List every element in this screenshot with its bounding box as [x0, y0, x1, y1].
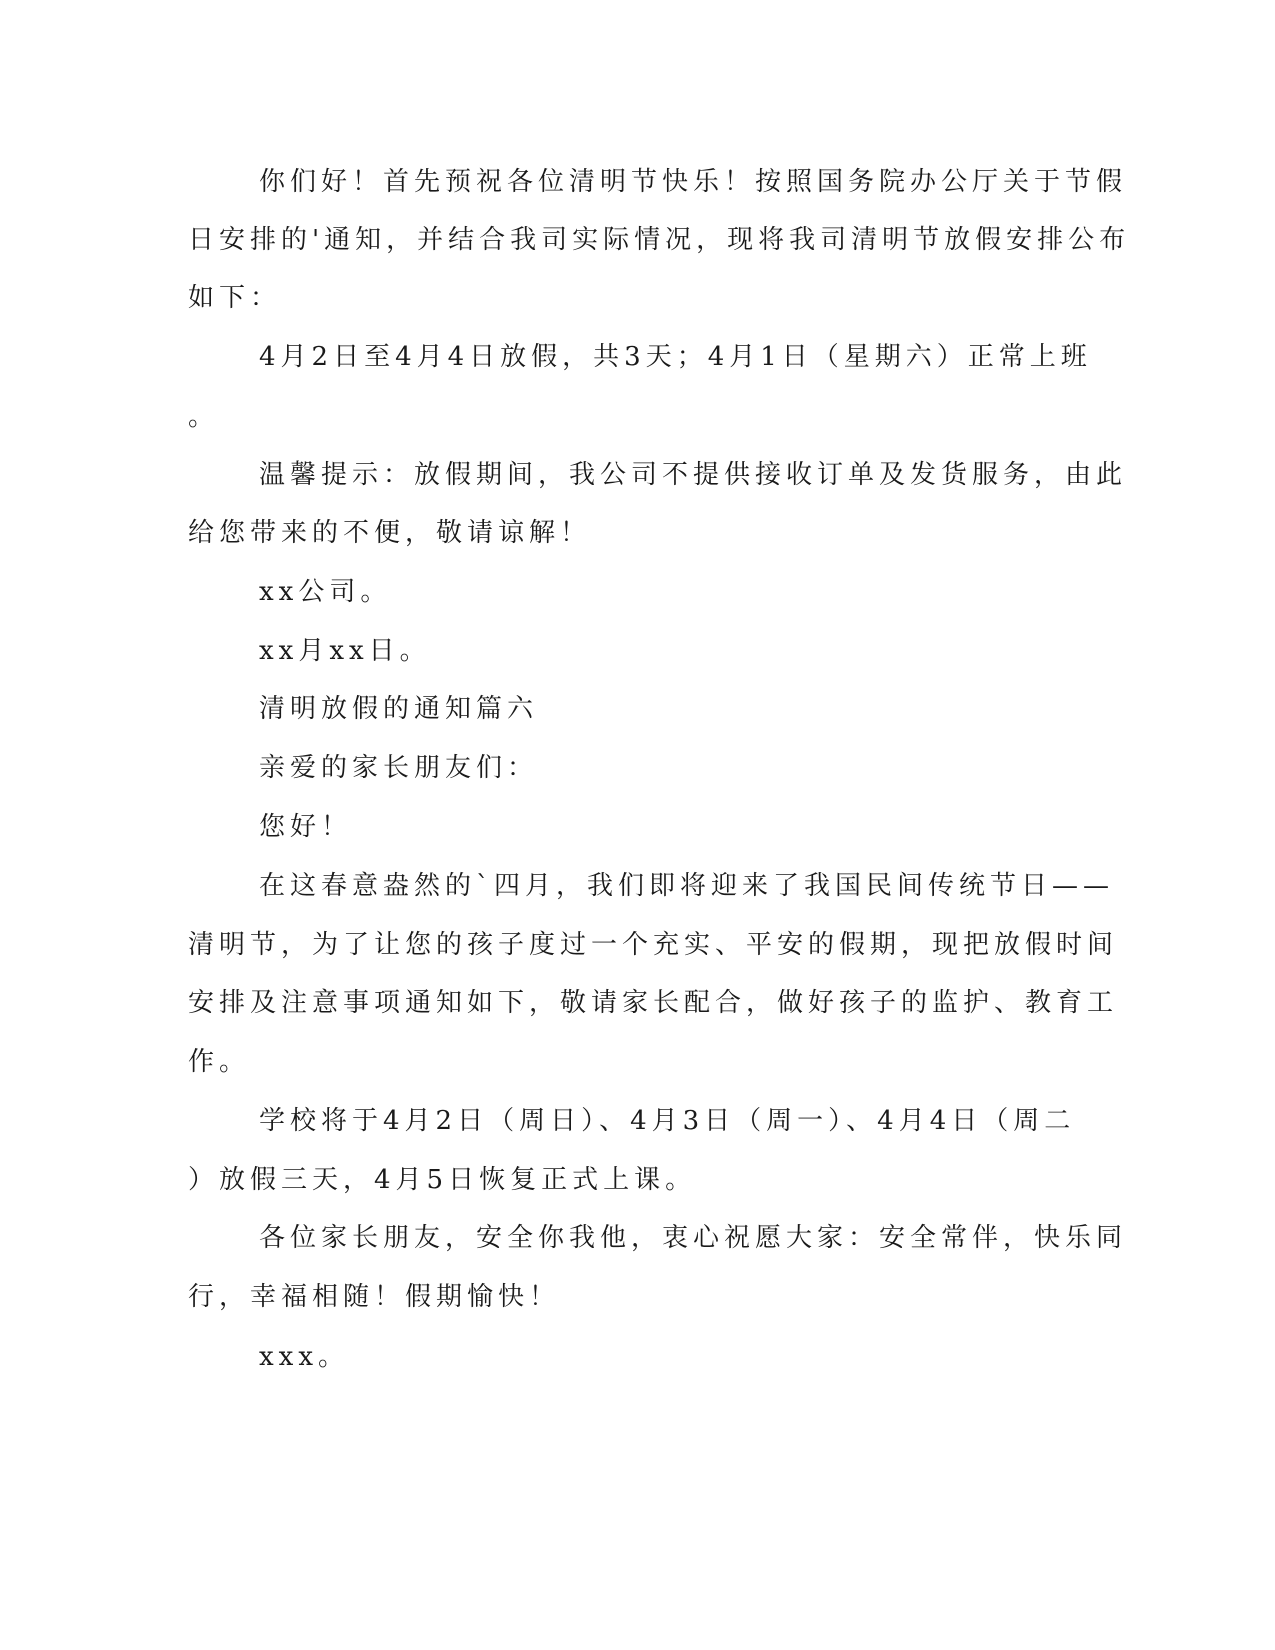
text-line: 4月2日至4月4日放假，共3天；4月1日（星期六）正常上班	[259, 342, 1092, 372]
text-line: 亲爱的家长朋友们：	[259, 753, 539, 783]
text-line: 各位家长朋友，安全你我他，衷心祝愿大家：安全常伴，快乐同	[259, 1223, 1128, 1253]
text-line: 温馨提示：放假期间，我公司不提供接收订单及发货服务，由此	[259, 460, 1128, 490]
text-line: xx月xx日。	[259, 636, 431, 666]
text-line: xxx。	[259, 1342, 349, 1372]
text-line: 你们好！首先预祝各位清明节快乐！按照国务院办公厅关于节假	[259, 167, 1128, 197]
text-line: 日安排的'通知，并结合我司实际情况，现将我司清明节放假安排公布	[188, 225, 1131, 255]
text-line: 如下：	[188, 283, 282, 313]
text-line: 给您带来的不便，敬请谅解！	[188, 518, 592, 548]
text-line: 学校将于4月2日（周日）、4月3日（周一）、4月4日（周二	[259, 1106, 1076, 1136]
text-line: xx公司。	[259, 577, 392, 607]
text-line: 您好！	[259, 812, 353, 842]
text-line: 行，幸福相随！假期愉快！	[188, 1282, 561, 1312]
text-line: 安排及注意事项通知如下，敬请家长配合，做好孩子的监护、教育工	[188, 988, 1119, 1018]
text-line: 。	[188, 402, 220, 432]
text-line: 在这春意盎然的`四月，我们即将迎来了我国民间传统节日——	[259, 871, 1115, 901]
text-line: 清明放假的通知篇六	[259, 694, 539, 724]
text-line: 清明节，为了让您的孩子度过一个充实、平安的假期，现把放假时间	[188, 930, 1119, 960]
text-line: ）放假三天，4月5日恢复正式上课。	[188, 1165, 697, 1195]
text-line: 作。	[188, 1047, 251, 1077]
